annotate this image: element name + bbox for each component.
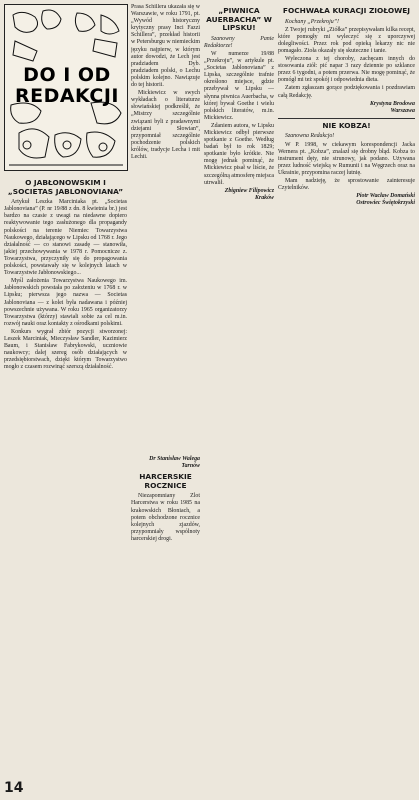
article-headline: „PIWNICA AUERBACHA” W LIPSKU! bbox=[206, 6, 272, 33]
article-paragraph: Kochany „Przekroju”! bbox=[285, 18, 339, 25]
article-signature: Piotr Wacław Domański Ostrowiec Świętokrzyski bbox=[356, 193, 415, 207]
article-headline: O JABŁONOWSKIM I „SOCIETAS JABLONOVIANA” bbox=[7, 178, 124, 196]
article-signature: Zbigniew Filipowicz Kraków bbox=[224, 187, 274, 201]
article-jablonowski bbox=[4, 176, 127, 786]
article-auerbach bbox=[204, 4, 274, 794]
article-paragraph: W numerze 19/88 „Przekroju”, w artykule pt. „Societas Jablonoviana” z Lipska, szczególnie trafnie określono miejsce, gdzie przebywał w Lipsku — słynna piwnica Auerbacha, w której bywał Goethe i wielu polskich literatów, m.in. Mickiewicz. bbox=[204, 50, 274, 121]
article-harcerskie bbox=[131, 455, 200, 795]
section-title bbox=[11, 65, 123, 107]
article-paragraph: Myśl założenia Towarzystwa Naukowego im. Jabłonowskich powstała po założeniu w 1768 r. w Lipsku; pierwsza jego nazwa — Societas Jablonoviana — z kolei była nadawana i później powszechnie używana. W roku 1965 organizatorzy Towarzystwa (którzy) stawiali sobie za cel m.in. rozwój nauki oraz kontakty z ośrodkami polskimi. bbox=[4, 278, 127, 327]
article-paragraph: Mickiewicz w swych wykładach o literaturze słowiańskiej podkreślił, że „Mistrzy szczególnie związani byli z pradawnymi dziejami Słowian”, przypomniał szczególnie pochodzenie polskich królów, tradycje Lecha i mit Lechii. bbox=[131, 90, 200, 160]
article-paragraph: Wyleczona z tej choroby, zachęcam innych do stosowania ziół: pić napar 3 razy dziennie po szklance przez 6 tygodni, a potem przerwa. Nie mogę pominąć, że pomógł mi też spokój i odpowiednia dieta. bbox=[278, 56, 415, 84]
article-paragraph: W P. 1998, w ciekawym korespondencji Jacka Wernera pt. „Kobza”, znalazł się drobny błąd. Kobza to instrument dęty, nie strunowy, jak podano. Używana przez ludność wiejską w Rumunii i na Węgrzech oraz na Ukrainie, przypomina raczej lutnię. bbox=[278, 141, 415, 176]
article-paragraph: Prasa Schillera ukazała się w Warszawie, w roku 1791, pt. „Wywód historyczny krytyczny prasy Inci Fazzi Schillera”, przekład historii w Petersburgu w niemieckim języku najpierw, w którym autor dowodzi, że Lech jest pradziadem Dyb. pradziadem polski, o Lechu polskim kolejno. Nawiązuje do tej historii. bbox=[131, 4, 200, 89]
section-title-line1: DO I OD bbox=[23, 64, 111, 86]
article-headline: NIE KOBZA! bbox=[322, 120, 371, 130]
article-paragraph: Mam nadzieję, że sprostowanie zainteresuje Czytelników. bbox=[278, 177, 415, 192]
article-paragraph: Zdaniem autora, w Lipsku Mickiewicz odbył pierwsze spotkanie z Goethe. Według badań był to rok 1829; spotkanie było krótkie. Nie mogę jednak pominąć, że Mickiewicz pisał w liście, że szczególną atmosferę miejsca utrwalił. bbox=[204, 122, 274, 186]
article-paragraph: Artykuł Leszka Marciniaka pt. „Societas Jablonoviana” (P. nr 19/88 z dn. 8 kwietnia br.) jest bardzo na czasie z uwagi na niedawne dopiero reaktywowanie tego zasłużonego dla propagandy polskości na terenie Niemiec Towarzystwa Naukowego, działającego w Lipsku od 1768 r. Jego działalność — co stanowi zasadę — stanowiła, jakiej przechowywania w 1978 r. Pomocnicze z. Towarzystwa, przyczyniły się do propagowania polskości, powstawały się w kolejnych latach w Towarzystwie Jabłonowskiego... bbox=[4, 199, 127, 277]
article-signature: Krystyna Brodowa Warszawa bbox=[369, 100, 415, 114]
article-paragraph: Szanowny Panie Redaktorze! bbox=[204, 35, 274, 49]
header-illustration bbox=[4, 4, 128, 171]
article-paragraph: Szanowna Redakcjo! bbox=[285, 133, 335, 140]
article-headline: HARCERSKIE ROCZNICE bbox=[139, 472, 192, 490]
article-paragraph: Zatem zgłaszam gorące podziękowania i pozdrawiam całą Redakcję. bbox=[278, 85, 415, 99]
article-fochwala bbox=[278, 4, 415, 794]
divider bbox=[278, 118, 415, 119]
article-headline: FOCHWAŁA KURACJI ZIOŁOWEJ bbox=[282, 6, 411, 15]
article-paragraph: Niezapomniany Zlot Harcerstwa w roku 1985 na krakowskich Błoniach, a potem obchodzone rocznice kolejnych zjazdów, przypomniały wspólnoty harcerskiej drogi. bbox=[131, 493, 200, 542]
page-number: 14 bbox=[4, 780, 24, 796]
article-schiller bbox=[131, 4, 200, 414]
article-signature: Dr Stanisław Walega Tarnów bbox=[149, 456, 200, 470]
article-paragraph: Z Twojej rubryki „Ziółka” przepisywałam kilka recept, które pomogły mi wyleczyć się z uporczywej dolegliwości. Przez rok pod opieką lekarzy nic nie pomagało. Zioła okazały się skuteczne i tanie. bbox=[278, 26, 415, 54]
article-paragraph: Konkurs wygrał zbiór pozycji stworzonej: Leszek Marciniak, Mieczysław Sandler, Kazimierz Baum, i Stanisław Fabrykowski, uczniowie naukowcy; dalej szereg osób działających w przedsiębiorstwach, dzięki którym Towarzystwo mogło z czasem rozwinąć szerszą działalność. bbox=[4, 328, 127, 371]
section-title-line2: REDAKCJI bbox=[14, 85, 120, 107]
